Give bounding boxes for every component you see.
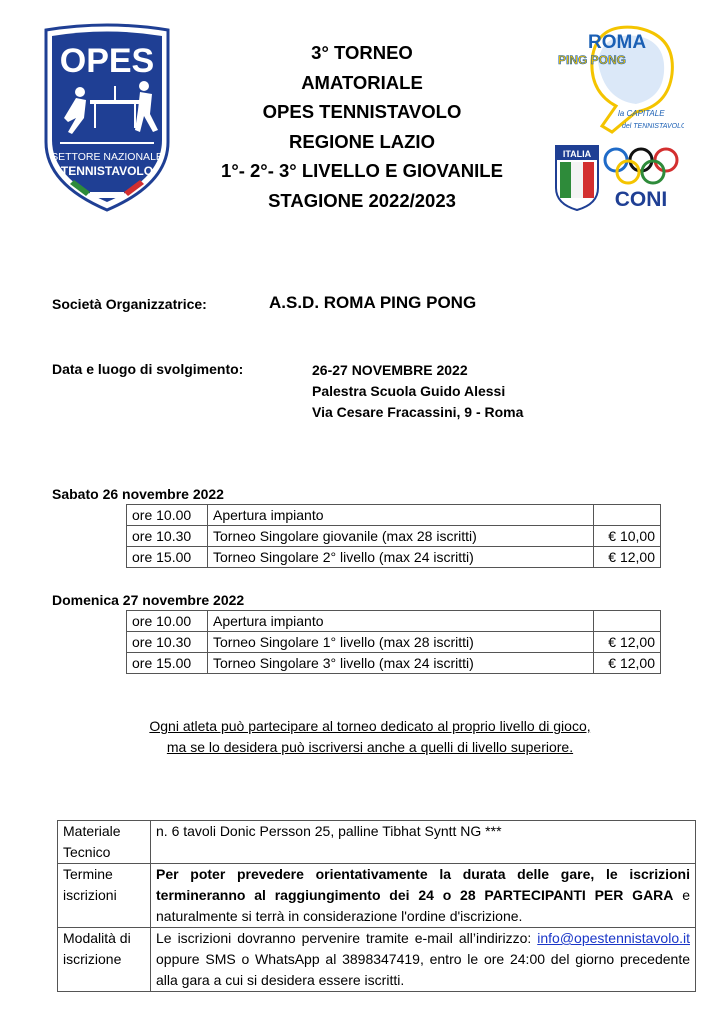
saturday-schedule-table [126, 504, 661, 568]
table-row [58, 928, 696, 992]
schedule-event: Torneo Singolare 2° livello (max 24 iscritti) [208, 547, 594, 568]
schedule-price: € 10,00 [594, 526, 661, 547]
deadline-rest-text: e naturalmente si terrà in considerazione l'ordine d'iscrizione. [156, 887, 691, 924]
deadline-bold-text: Per poter prevedere orientativamente la durata delle gare, le iscrizioni termineranno al raggiungimento dei 24 o 28 PARTECIPANTI PER GARA [156, 866, 690, 903]
venue-address: Via Cesare Fracassini, 9 - Roma [312, 404, 524, 420]
schedule-time: ore 15.00 [127, 653, 208, 674]
table-row [58, 821, 696, 864]
title-line: 1°- 2°- 3° LIVELLO E GIOVANILE [221, 160, 503, 181]
venue-date: 26-27 NOVEMBRE 2022 [312, 362, 468, 378]
title-line: 3° TORNEO [311, 42, 413, 63]
table-row [127, 611, 661, 632]
registration-text-after: oppure SMS o WhatsApp al 3898347419, entro le ore 24:00 del giorno precedente alla gara a cui si desidera essere iscritti. [156, 951, 690, 988]
schedule-event: Apertura impianto [208, 505, 594, 526]
schedule-time: ore 15.00 [127, 547, 208, 568]
coni-logo [552, 142, 684, 212]
schedule-time: ore 10.00 [127, 611, 208, 632]
deadline-label: Termine iscrizioni [58, 864, 151, 928]
registration-value [151, 928, 696, 992]
table-row [127, 653, 661, 674]
opes-logo-name: OPES [59, 42, 155, 80]
roma-logo-tagline1: la CAPITALE [618, 109, 665, 118]
tournament-title [180, 38, 544, 215]
venue-label: Data e luogo di svolgimento: [52, 361, 244, 377]
registration-text-before: Le iscrizioni dovranno pervenire tramite e-mail all’indirizzo: [156, 930, 532, 946]
schedule-price: € 12,00 [594, 632, 661, 653]
note-line: ma se lo desidera può iscriversi anche a quelli di livello superiore. [166, 739, 574, 755]
saturday-title: Sabato 26 novembre 2022 [52, 486, 224, 502]
venue-place: Palestra Scuola Guido Alessi [312, 383, 506, 399]
roma-logo-line2: PING PONG [558, 53, 627, 67]
coni-name: CONI [614, 188, 668, 211]
opes-logo-line2: TENNISTAVOLO [60, 164, 154, 178]
roma-ping-pong-logo [552, 20, 684, 136]
schedule-time: ore 10.30 [127, 632, 208, 653]
schedule-time: ore 10.00 [127, 505, 208, 526]
material-value: n. 6 tavoli Donic Persson 25, palline Tibhat Syntt NG *** [151, 821, 696, 864]
table-row [58, 864, 696, 928]
organizer-value: A.S.D. ROMA PING PONG [269, 293, 477, 312]
note-line: Ogni atleta può partecipare al torneo dedicato al proprio livello di gioco, [149, 718, 591, 734]
schedule-price: € 12,00 [594, 547, 661, 568]
table-row [127, 547, 661, 568]
table-row [127, 505, 661, 526]
schedule-time: ore 10.30 [127, 526, 208, 547]
title-line: REGIONE LAZIO [289, 130, 435, 152]
registration-label: Modalità di iscrizione [58, 928, 151, 992]
coni-flag-label: ITALIA [562, 149, 592, 159]
details-table [57, 820, 696, 992]
schedule-event: Torneo Singolare 1° livello (max 28 iscritti) [208, 632, 594, 653]
table-row [127, 632, 661, 653]
table-row [127, 526, 661, 547]
opes-logo [40, 22, 174, 212]
roma-logo-line1: ROMA [588, 32, 647, 53]
title-line: OPES TENNISTAVOLO [262, 101, 462, 122]
schedule-event: Torneo Singolare 3° livello (max 24 iscritti) [208, 653, 594, 674]
deadline-value [151, 864, 696, 928]
schedule-event: Torneo Singolare giovanile (max 28 iscritti) [208, 526, 594, 547]
roma-logo-tagline2: del TENNISTAVOLO [622, 123, 684, 130]
participation-note [60, 716, 680, 758]
schedule-price [594, 505, 661, 526]
venue-details [312, 360, 523, 423]
sunday-schedule-table [126, 610, 661, 674]
title-line: STAGIONE 2022/2023 [268, 189, 456, 211]
organizer-label: Società Organizzatrice: [52, 296, 207, 312]
sunday-title: Domenica 27 novembre 2022 [52, 592, 245, 608]
opes-logo-line1: SETTORE NAZIONALE [51, 151, 163, 163]
registration-email-link[interactable]: info@opestennistavolo.it [537, 930, 690, 946]
material-label: Materiale Tecnico [58, 821, 151, 864]
title-line: AMATORIALE [301, 71, 423, 93]
schedule-price: € 12,00 [594, 653, 661, 674]
schedule-event: Apertura impianto [208, 611, 594, 632]
schedule-price [594, 611, 661, 632]
